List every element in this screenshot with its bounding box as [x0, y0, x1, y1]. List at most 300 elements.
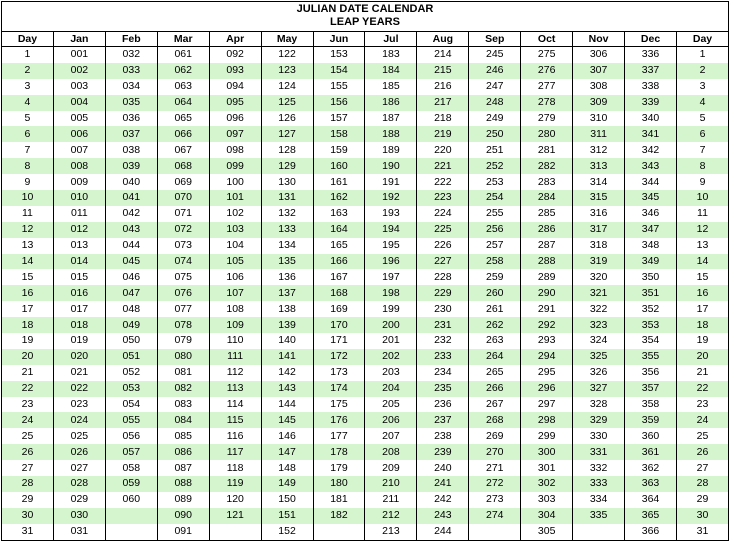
julian-day-cell: 324 [573, 333, 625, 349]
julian-day-cell: 192 [365, 190, 417, 206]
julian-day-cell: 297 [521, 397, 573, 413]
julian-day-cell: 332 [573, 460, 625, 476]
day-cell: 25 [676, 428, 728, 444]
julian-day-cell: 160 [313, 158, 365, 174]
julian-day-cell: 310 [573, 111, 625, 127]
julian-day-cell: 353 [625, 317, 677, 333]
julian-day-cell: 235 [417, 381, 469, 397]
julian-day-cell: 171 [313, 333, 365, 349]
julian-day-cell: 088 [157, 476, 209, 492]
julian-day-cell: 116 [209, 428, 261, 444]
julian-day-cell: 194 [365, 222, 417, 238]
table-row [2, 285, 729, 301]
julian-day-cell: 229 [417, 285, 469, 301]
day-cell: 27 [2, 460, 54, 476]
julian-day-cell: 331 [573, 444, 625, 460]
day-cell: 19 [676, 333, 728, 349]
julian-day-cell: 111 [209, 349, 261, 365]
julian-day-cell: 159 [313, 142, 365, 158]
julian-day-cell: 091 [157, 524, 209, 540]
julian-day-cell: 224 [417, 206, 469, 222]
julian-day-cell: 187 [365, 111, 417, 127]
julian-day-cell: 024 [53, 412, 105, 428]
julian-day-cell: 200 [365, 317, 417, 333]
julian-day-cell: 335 [573, 508, 625, 524]
julian-day-cell: 172 [313, 349, 365, 365]
column-header: Day [2, 32, 54, 47]
julian-day-cell: 165 [313, 238, 365, 254]
julian-day-cell: 355 [625, 349, 677, 365]
julian-day-cell: 069 [157, 174, 209, 190]
day-cell: 15 [676, 269, 728, 285]
julian-day-cell: 282 [521, 158, 573, 174]
julian-day-cell: 046 [105, 269, 157, 285]
table-row [2, 460, 729, 476]
column-header: Aug [417, 32, 469, 47]
julian-day-cell: 300 [521, 444, 573, 460]
julian-day-cell: 076 [157, 285, 209, 301]
julian-day-cell: 010 [53, 190, 105, 206]
day-cell: 25 [2, 428, 54, 444]
julian-day-cell: 339 [625, 95, 677, 111]
julian-day-cell: 006 [53, 126, 105, 142]
julian-day-cell: 128 [261, 142, 313, 158]
table-row [2, 63, 729, 79]
julian-day-cell: 092 [209, 47, 261, 63]
julian-day-cell: 169 [313, 301, 365, 317]
julian-day-cell: 307 [573, 63, 625, 79]
day-cell: 31 [676, 524, 728, 540]
table-row [2, 95, 729, 111]
julian-day-cell: 101 [209, 190, 261, 206]
julian-day-cell: 347 [625, 222, 677, 238]
julian-day-cell: 207 [365, 428, 417, 444]
julian-day-cell: 004 [53, 95, 105, 111]
day-cell: 12 [676, 222, 728, 238]
julian-day-cell: 289 [521, 269, 573, 285]
day-cell: 30 [2, 508, 54, 524]
julian-day-cell: 248 [469, 95, 521, 111]
julian-day-cell: 313 [573, 158, 625, 174]
julian-day-cell: 009 [53, 174, 105, 190]
julian-day-cell: 361 [625, 444, 677, 460]
julian-day-cell: 033 [105, 63, 157, 79]
julian-day-cell: 191 [365, 174, 417, 190]
day-cell: 17 [2, 301, 54, 317]
julian-day-cell: 319 [573, 254, 625, 270]
julian-day-cell: 237 [417, 412, 469, 428]
day-cell: 23 [2, 397, 54, 413]
julian-day-cell: 179 [313, 460, 365, 476]
julian-day-cell: 197 [365, 269, 417, 285]
table-row [2, 524, 729, 540]
julian-day-cell: 299 [521, 428, 573, 444]
julian-day-cell: 163 [313, 206, 365, 222]
julian-day-cell: 183 [365, 47, 417, 63]
julian-day-cell: 327 [573, 381, 625, 397]
day-cell: 17 [676, 301, 728, 317]
julian-day-cell: 226 [417, 238, 469, 254]
julian-day-cell: 175 [313, 397, 365, 413]
table-row [2, 47, 729, 63]
julian-day-cell: 050 [105, 333, 157, 349]
julian-day-cell: 288 [521, 254, 573, 270]
julian-day-cell: 074 [157, 254, 209, 270]
julian-day-cell: 246 [469, 63, 521, 79]
julian-day-cell: 252 [469, 158, 521, 174]
julian-day-cell: 012 [53, 222, 105, 238]
julian-day-cell: 181 [313, 492, 365, 508]
julian-day-cell: 072 [157, 222, 209, 238]
day-cell: 9 [2, 174, 54, 190]
calendar-title: JULIAN DATE CALENDAR [296, 3, 434, 15]
table-row [2, 206, 729, 222]
julian-day-cell: 345 [625, 190, 677, 206]
julian-day-cell: 108 [209, 301, 261, 317]
julian-day-cell: 045 [105, 254, 157, 270]
day-cell: 14 [676, 254, 728, 270]
julian-day-cell: 059 [105, 476, 157, 492]
julian-day-cell: 211 [365, 492, 417, 508]
day-cell: 7 [676, 142, 728, 158]
julian-day-cell: 253 [469, 174, 521, 190]
day-cell: 18 [676, 317, 728, 333]
julian-day-cell: 015 [53, 269, 105, 285]
julian-day-cell: 177 [313, 428, 365, 444]
julian-day-cell: 115 [209, 412, 261, 428]
julian-day-cell: 356 [625, 365, 677, 381]
julian-day-cell: 357 [625, 381, 677, 397]
julian-day-cell: 233 [417, 349, 469, 365]
julian-day-cell: 358 [625, 397, 677, 413]
julian-day-cell: 003 [53, 79, 105, 95]
julian-day-cell: 301 [521, 460, 573, 476]
julian-day-cell: 312 [573, 142, 625, 158]
table-row [2, 222, 729, 238]
julian-table [1, 31, 729, 541]
julian-day-cell: 277 [521, 79, 573, 95]
julian-day-cell: 215 [417, 63, 469, 79]
julian-day-cell: 360 [625, 428, 677, 444]
julian-day-cell: 148 [261, 460, 313, 476]
julian-day-cell: 034 [105, 79, 157, 95]
day-cell: 4 [2, 95, 54, 111]
julian-day-cell: 325 [573, 349, 625, 365]
julian-day-cell: 195 [365, 238, 417, 254]
julian-day-cell: 022 [53, 381, 105, 397]
julian-day-cell: 021 [53, 365, 105, 381]
julian-day-cell: 205 [365, 397, 417, 413]
julian-day-cell: 043 [105, 222, 157, 238]
julian-day-cell: 001 [53, 47, 105, 63]
julian-day-cell: 145 [261, 412, 313, 428]
julian-day-cell: 221 [417, 158, 469, 174]
julian-day-cell: 090 [157, 508, 209, 524]
column-header: Apr [209, 32, 261, 47]
julian-day-cell: 244 [417, 524, 469, 540]
julian-day-cell: 322 [573, 301, 625, 317]
title-block [1, 1, 729, 31]
day-cell: 13 [676, 238, 728, 254]
julian-day-cell: 254 [469, 190, 521, 206]
julian-day-cell: 217 [417, 95, 469, 111]
julian-day-cell: 249 [469, 111, 521, 127]
julian-day-cell: 259 [469, 269, 521, 285]
julian-day-cell: 166 [313, 254, 365, 270]
julian-day-cell: 137 [261, 285, 313, 301]
julian-day-cell: 352 [625, 301, 677, 317]
julian-day-cell: 281 [521, 142, 573, 158]
julian-day-cell: 262 [469, 317, 521, 333]
julian-day-cell: 359 [625, 412, 677, 428]
julian-day-cell: 320 [573, 269, 625, 285]
column-header: Jul [365, 32, 417, 47]
julian-day-cell: 255 [469, 206, 521, 222]
julian-day-cell: 278 [521, 95, 573, 111]
julian-day-cell: 213 [365, 524, 417, 540]
julian-day-cell: 098 [209, 142, 261, 158]
julian-day-cell: 143 [261, 381, 313, 397]
julian-day-cell: 340 [625, 111, 677, 127]
julian-day-cell: 196 [365, 254, 417, 270]
julian-day-cell: 260 [469, 285, 521, 301]
julian-day-cell: 020 [53, 349, 105, 365]
day-cell: 22 [2, 381, 54, 397]
julian-day-cell: 162 [313, 190, 365, 206]
table-row [2, 317, 729, 333]
day-cell: 6 [676, 126, 728, 142]
julian-day-cell [573, 524, 625, 540]
julian-day-cell: 040 [105, 174, 157, 190]
julian-day-cell: 153 [313, 47, 365, 63]
julian-day-cell: 123 [261, 63, 313, 79]
day-cell: 11 [676, 206, 728, 222]
julian-calendar [1, 1, 729, 541]
table-body [2, 47, 729, 541]
julian-day-cell: 106 [209, 269, 261, 285]
julian-day-cell: 214 [417, 47, 469, 63]
julian-day-cell: 363 [625, 476, 677, 492]
julian-day-cell: 154 [313, 63, 365, 79]
julian-day-cell: 082 [157, 381, 209, 397]
day-cell: 28 [676, 476, 728, 492]
day-cell: 15 [2, 269, 54, 285]
julian-day-cell: 066 [157, 126, 209, 142]
julian-day-cell: 044 [105, 238, 157, 254]
column-header: Dec [625, 32, 677, 47]
julian-day-cell: 083 [157, 397, 209, 413]
table-row [2, 190, 729, 206]
julian-day-cell: 005 [53, 111, 105, 127]
julian-day-cell: 210 [365, 476, 417, 492]
table-row [2, 492, 729, 508]
julian-day-cell: 064 [157, 95, 209, 111]
julian-day-cell: 178 [313, 444, 365, 460]
day-cell: 10 [676, 190, 728, 206]
julian-day-cell: 134 [261, 238, 313, 254]
julian-day-cell: 120 [209, 492, 261, 508]
julian-day-cell: 239 [417, 444, 469, 460]
julian-day-cell: 053 [105, 381, 157, 397]
julian-day-cell: 052 [105, 365, 157, 381]
julian-day-cell: 287 [521, 238, 573, 254]
julian-day-cell: 182 [313, 508, 365, 524]
julian-day-cell: 267 [469, 397, 521, 413]
julian-day-cell: 236 [417, 397, 469, 413]
julian-day-cell: 227 [417, 254, 469, 270]
julian-day-cell: 132 [261, 206, 313, 222]
julian-day-cell: 093 [209, 63, 261, 79]
julian-day-cell: 133 [261, 222, 313, 238]
julian-day-cell: 270 [469, 444, 521, 460]
julian-day-cell: 016 [53, 285, 105, 301]
julian-day-cell: 251 [469, 142, 521, 158]
julian-day-cell: 110 [209, 333, 261, 349]
julian-day-cell: 311 [573, 126, 625, 142]
day-cell: 21 [676, 365, 728, 381]
table-row [2, 269, 729, 285]
day-cell: 3 [676, 79, 728, 95]
julian-day-cell: 306 [573, 47, 625, 63]
julian-day-cell: 036 [105, 111, 157, 127]
julian-day-cell: 080 [157, 349, 209, 365]
julian-day-cell: 161 [313, 174, 365, 190]
julian-day-cell: 338 [625, 79, 677, 95]
julian-day-cell: 362 [625, 460, 677, 476]
header-row [2, 32, 729, 47]
julian-day-cell: 158 [313, 126, 365, 142]
julian-day-cell: 019 [53, 333, 105, 349]
julian-day-cell: 126 [261, 111, 313, 127]
julian-day-cell: 039 [105, 158, 157, 174]
julian-day-cell: 243 [417, 508, 469, 524]
julian-day-cell: 107 [209, 285, 261, 301]
day-cell: 23 [676, 397, 728, 413]
day-cell: 12 [2, 222, 54, 238]
julian-day-cell: 028 [53, 476, 105, 492]
julian-day-cell: 328 [573, 397, 625, 413]
julian-day-cell: 168 [313, 285, 365, 301]
julian-day-cell: 104 [209, 238, 261, 254]
table-row [2, 333, 729, 349]
table-row [2, 349, 729, 365]
column-header: Mar [157, 32, 209, 47]
julian-day-cell: 086 [157, 444, 209, 460]
julian-day-cell: 042 [105, 206, 157, 222]
day-cell: 1 [2, 47, 54, 63]
julian-day-cell: 309 [573, 95, 625, 111]
julian-day-cell: 350 [625, 269, 677, 285]
julian-day-cell: 112 [209, 365, 261, 381]
julian-day-cell: 057 [105, 444, 157, 460]
calendar-subtitle: LEAP YEARS [330, 16, 400, 28]
julian-day-cell: 256 [469, 222, 521, 238]
day-cell: 30 [676, 508, 728, 524]
day-cell: 4 [676, 95, 728, 111]
julian-day-cell: 164 [313, 222, 365, 238]
julian-day-cell: 351 [625, 285, 677, 301]
julian-day-cell: 296 [521, 381, 573, 397]
day-cell: 2 [676, 63, 728, 79]
julian-day-cell: 114 [209, 397, 261, 413]
julian-day-cell: 029 [53, 492, 105, 508]
julian-day-cell: 329 [573, 412, 625, 428]
julian-day-cell: 127 [261, 126, 313, 142]
julian-day-cell: 013 [53, 238, 105, 254]
julian-day-cell: 315 [573, 190, 625, 206]
julian-day-cell: 096 [209, 111, 261, 127]
julian-day-cell: 063 [157, 79, 209, 95]
julian-day-cell: 199 [365, 301, 417, 317]
julian-day-cell: 117 [209, 444, 261, 460]
day-cell: 8 [2, 158, 54, 174]
julian-day-cell: 346 [625, 206, 677, 222]
day-cell: 27 [676, 460, 728, 476]
julian-day-cell: 337 [625, 63, 677, 79]
julian-day-cell: 188 [365, 126, 417, 142]
julian-day-cell: 049 [105, 317, 157, 333]
julian-day-cell: 274 [469, 508, 521, 524]
julian-day-cell: 219 [417, 126, 469, 142]
julian-day-cell [313, 524, 365, 540]
day-cell: 20 [676, 349, 728, 365]
julian-day-cell: 323 [573, 317, 625, 333]
day-cell: 26 [2, 444, 54, 460]
julian-day-cell: 206 [365, 412, 417, 428]
julian-day-cell: 061 [157, 47, 209, 63]
julian-day-cell: 167 [313, 269, 365, 285]
julian-day-cell: 071 [157, 206, 209, 222]
julian-day-cell: 302 [521, 476, 573, 492]
julian-day-cell: 298 [521, 412, 573, 428]
julian-day-cell: 156 [313, 95, 365, 111]
column-header: May [261, 32, 313, 47]
julian-day-cell: 079 [157, 333, 209, 349]
table-row [2, 254, 729, 270]
julian-day-cell: 037 [105, 126, 157, 142]
julian-day-cell: 041 [105, 190, 157, 206]
julian-day-cell: 062 [157, 63, 209, 79]
day-cell: 13 [2, 238, 54, 254]
julian-day-cell [209, 524, 261, 540]
julian-day-cell: 048 [105, 301, 157, 317]
julian-day-cell: 330 [573, 428, 625, 444]
column-header: Oct [521, 32, 573, 47]
day-cell: 21 [2, 365, 54, 381]
julian-day-cell: 060 [105, 492, 157, 508]
column-header: Sep [469, 32, 521, 47]
julian-day-cell: 121 [209, 508, 261, 524]
table-row [2, 476, 729, 492]
day-cell: 6 [2, 126, 54, 142]
julian-day-cell: 073 [157, 238, 209, 254]
julian-day-cell: 122 [261, 47, 313, 63]
day-cell: 20 [2, 349, 54, 365]
day-cell: 5 [2, 111, 54, 127]
julian-day-cell: 141 [261, 349, 313, 365]
day-cell: 22 [676, 381, 728, 397]
julian-day-cell: 291 [521, 301, 573, 317]
table-row [2, 365, 729, 381]
julian-day-cell: 216 [417, 79, 469, 95]
julian-day-cell: 230 [417, 301, 469, 317]
julian-day-cell: 007 [53, 142, 105, 158]
day-cell: 3 [2, 79, 54, 95]
julian-day-cell: 203 [365, 365, 417, 381]
day-cell: 16 [676, 285, 728, 301]
julian-day-cell: 150 [261, 492, 313, 508]
table-row [2, 79, 729, 95]
